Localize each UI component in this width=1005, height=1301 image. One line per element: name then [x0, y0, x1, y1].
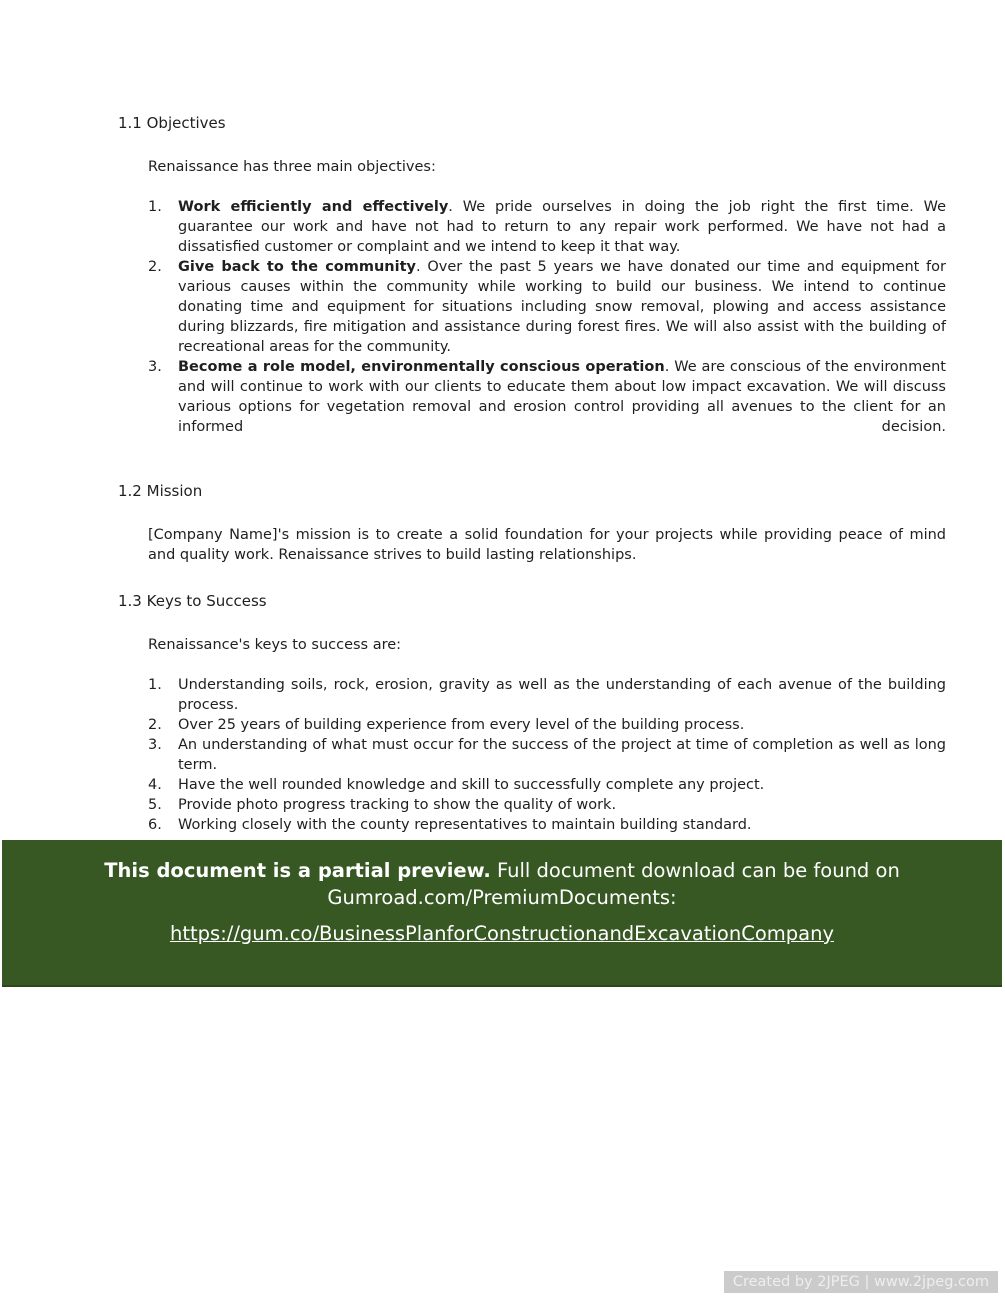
- list-item-text: [178, 257, 946, 357]
- section-keys-to-success: [118, 591, 946, 835]
- list-item-text: Working closely with the county representatives to maintain building standard.: [178, 817, 752, 833]
- list-item: [148, 815, 946, 835]
- list-item-lead: Work efficiently and effectively: [178, 199, 449, 215]
- list-number: 1.: [148, 199, 162, 215]
- list-item: [148, 675, 946, 715]
- objectives-list: [148, 197, 946, 437]
- keys-intro: Renaissance's keys to success are:: [148, 637, 402, 653]
- list-item-text: An understanding of what must occur for the success of the project at time of completion as well as long term.: [178, 737, 946, 773]
- section-heading-mission: 1.2 Mission: [118, 482, 203, 500]
- list-item-text: Have the well rounded knowledge and skill to successfully complete any project.: [178, 777, 765, 793]
- preview-banner-link-row: [2, 920, 1002, 947]
- mission-paragraph: [Company Name]'s mission is to create a solid foundation for your projects while providing peace of mind and quality work. Renaissance strives to build lasting relationships.: [148, 527, 946, 563]
- list-item: [148, 257, 946, 357]
- list-item-text: [178, 197, 946, 257]
- objectives-intro: Renaissance has three main objectives:: [148, 159, 436, 175]
- section-objectives: [118, 113, 946, 437]
- list-number: 4.: [148, 777, 162, 793]
- list-item: [148, 357, 946, 437]
- preview-banner-text: [77, 857, 927, 911]
- gumroad-link[interactable]: https://gum.co/BusinessPlanforConstructionandExcavationCompany: [170, 922, 834, 945]
- preview-banner-regular: Full document download can be found on Gumroad.com/PremiumDocuments:: [327, 859, 900, 909]
- list-item-body: . We pride ourselves in doing the job right the first time. We guarantee our work and have not had to return to any repair work performed. We have not had a dissatisfied customer or complaint and we intend to keep it that way.: [178, 199, 946, 255]
- list-item-text: Provide photo progress tracking to show the quality of work.: [178, 797, 617, 813]
- list-item-text: [178, 357, 946, 437]
- list-item: [148, 795, 946, 815]
- list-item-lead: Become a role model, environmentally conscious operation: [178, 359, 665, 375]
- keys-list: [148, 675, 946, 835]
- list-number: 6.: [148, 817, 162, 833]
- list-item-lead: Give back to the community: [178, 259, 416, 275]
- list-number: 5.: [148, 797, 162, 813]
- list-item: [148, 775, 946, 795]
- list-item: [148, 715, 946, 735]
- list-number: 2.: [148, 717, 162, 733]
- list-item-body: . We are conscious of the environment and will continue to work with our clients to educate them about low impact excavation. We will discuss various options for vegetation removal and erosion control providing all avenues to the client for an informed decision.: [178, 359, 946, 435]
- section-mission: [118, 481, 946, 565]
- list-item-body: . Over the past 5 years we have donated our time and equipment for various causes within the community while working to build our business. We intend to continue donating time and equipment for situations including snow removal, plowing and access assistance during blizzards, fire mitigation and assistance during forest fires. We will also assist with the building of recreational areas for the community.: [178, 259, 946, 355]
- list-number: 1.: [148, 677, 162, 693]
- list-item: [148, 197, 946, 257]
- list-number: 3.: [148, 359, 162, 375]
- section-heading-objectives: 1.1 Objectives: [118, 114, 226, 132]
- list-item: [148, 735, 946, 775]
- list-number: 3.: [148, 737, 162, 753]
- list-item-text: Over 25 years of building experience from every level of the building process.: [178, 717, 745, 733]
- list-number: 2.: [148, 259, 162, 275]
- section-heading-keys: 1.3 Keys to Success: [118, 592, 267, 610]
- list-item-text: Understanding soils, rock, erosion, gravity as well as the understanding of each avenue of the building process.: [178, 677, 946, 713]
- preview-banner-bold: This document is a partial preview.: [104, 859, 491, 882]
- preview-banner: [2, 840, 1002, 987]
- watermark: Created by 2JPEG | www.2jpeg.com: [724, 1271, 998, 1293]
- document-content: [118, 113, 946, 835]
